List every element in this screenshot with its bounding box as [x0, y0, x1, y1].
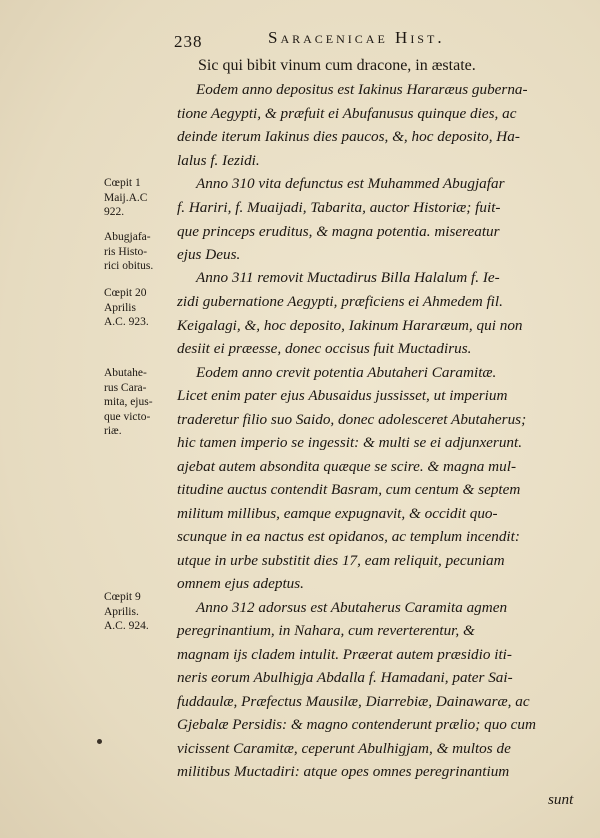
sidenote-line: Aprilis — [104, 301, 136, 314]
text-line: zidi gubernatione Aegypti, præficiens ei Ahmedem fil. — [177, 293, 503, 310]
sidenote-line: Aprilis. — [104, 605, 139, 618]
sidenote-line: Abugjafa- — [104, 231, 151, 243]
text-line: peregrinantium, in Nahara, cum reverterentur, & — [177, 622, 475, 639]
sidenote-line: A.C. 924. — [104, 620, 149, 632]
text-line: militum millibus, eamque expugnavit, & occidit quo- — [177, 505, 498, 522]
sidenote-line: Cœpit 20 — [104, 287, 147, 299]
text-line: desiit ei præesse, donec occisus fuit Muctadirus. — [177, 340, 472, 357]
running-title: Saracenicae Hist. — [268, 28, 445, 47]
text-line: magnam ijs cladem intulit. Præerat autem præsidio iti- — [177, 646, 512, 663]
text-line: titudine auctus contendit Basram, cum centum & septem — [177, 481, 521, 498]
text-line: Eodem anno depositus est Iakinus Hararæus guberna- — [196, 81, 528, 98]
text-line: f. Hariri, f. Muaijadi, Tabarita, auctor Historiæ; fuit- — [177, 199, 501, 216]
text-line: Anno 312 adorsus est Abutaherus Caramita agmen — [196, 599, 508, 616]
text-line: traderetur filio suo Saido, donec adolesceret Abutaherus; — [177, 411, 527, 428]
text-line: neris eorum Abulhigja Abdalla f. Hamadani, pater Sai- — [177, 669, 513, 686]
text-line: Licet enim pater ejus Abusaidus jussisset, ut imperium — [177, 387, 508, 404]
sidenote-line: A.C. 923. — [104, 316, 149, 328]
text-line: Gjebalæ Persidis: & magno contenderunt prælio; quo cum — [177, 716, 536, 733]
text-line: tione Aegypti, & præfuit ei Abufanusus quinque dies, ac — [177, 105, 517, 122]
ink-dot — [97, 739, 102, 744]
sidenote-line: rici obitus. — [104, 260, 154, 272]
sidenote-line: ris Histo- — [104, 245, 148, 258]
sidenote-line: mita, ejus- — [104, 396, 153, 408]
text-line: Eodem anno crevit potentia Abutaheri Caramitæ. — [196, 364, 497, 381]
text-line: fuddaulæ, Præfectus Mausilæ, Diarrebiæ, Dainawaræ, ac — [177, 693, 530, 710]
sidenote-line: Abutahe- — [104, 367, 147, 379]
catchword: sunt — [548, 791, 574, 808]
sidenote-line: Cœpit 1 — [104, 177, 141, 189]
text-line: utque in urbe substitit dies 17, eam reliquit, pecuniam — [177, 552, 505, 569]
text-line: Anno 311 removit Muctadirus Billa Halalum f. Ie- — [196, 269, 500, 286]
text-line: ajebat autem absondita quæque se scire. & magna mul- — [177, 458, 517, 475]
text-line: scunque in ea nactus est opidanos, ac templum incendit: — [177, 528, 520, 545]
text-line: ejus Deus. — [177, 246, 241, 263]
text-line: hic tamen imperio se ingessit: & multi se ei adjunxerunt. — [177, 434, 523, 451]
sidenote-line: rus Cara- — [104, 381, 147, 394]
sidenote-line: Maij.A.C — [104, 191, 148, 204]
page-number: 238 — [174, 32, 203, 51]
text-line: deinde iterum Iakinus dies paucos, &, hoc deposito, Ha- — [177, 128, 520, 145]
text-line: Keigalagi, &, hoc deposito, Iakinum Hararæum, qui non — [177, 317, 523, 334]
text-line: Anno 310 vita defunctus est Muhammed Abugjafar — [196, 175, 505, 192]
sidenote-line: 922. — [104, 206, 125, 218]
text-line: Sic qui bibit vinum cum dracone, in æstate. — [198, 57, 476, 74]
text-line: que princeps eruditus, & magna potentia. misereatur — [177, 223, 500, 240]
sidenote-line: Cœpit 9 — [104, 591, 141, 603]
text-line: militibus Muctadiri: atque opes omnes peregrinantium — [177, 763, 510, 780]
sidenote-line: que victo- — [104, 410, 151, 423]
text-line: lalus f. Iezidi. — [177, 152, 260, 169]
text-line: omnem ejus adeptus. — [177, 575, 304, 592]
sidenote-line: riæ. — [104, 425, 122, 437]
text-line: vicissent Caramitæ, ceperunt Abulhigjam, & multos de — [177, 740, 511, 757]
